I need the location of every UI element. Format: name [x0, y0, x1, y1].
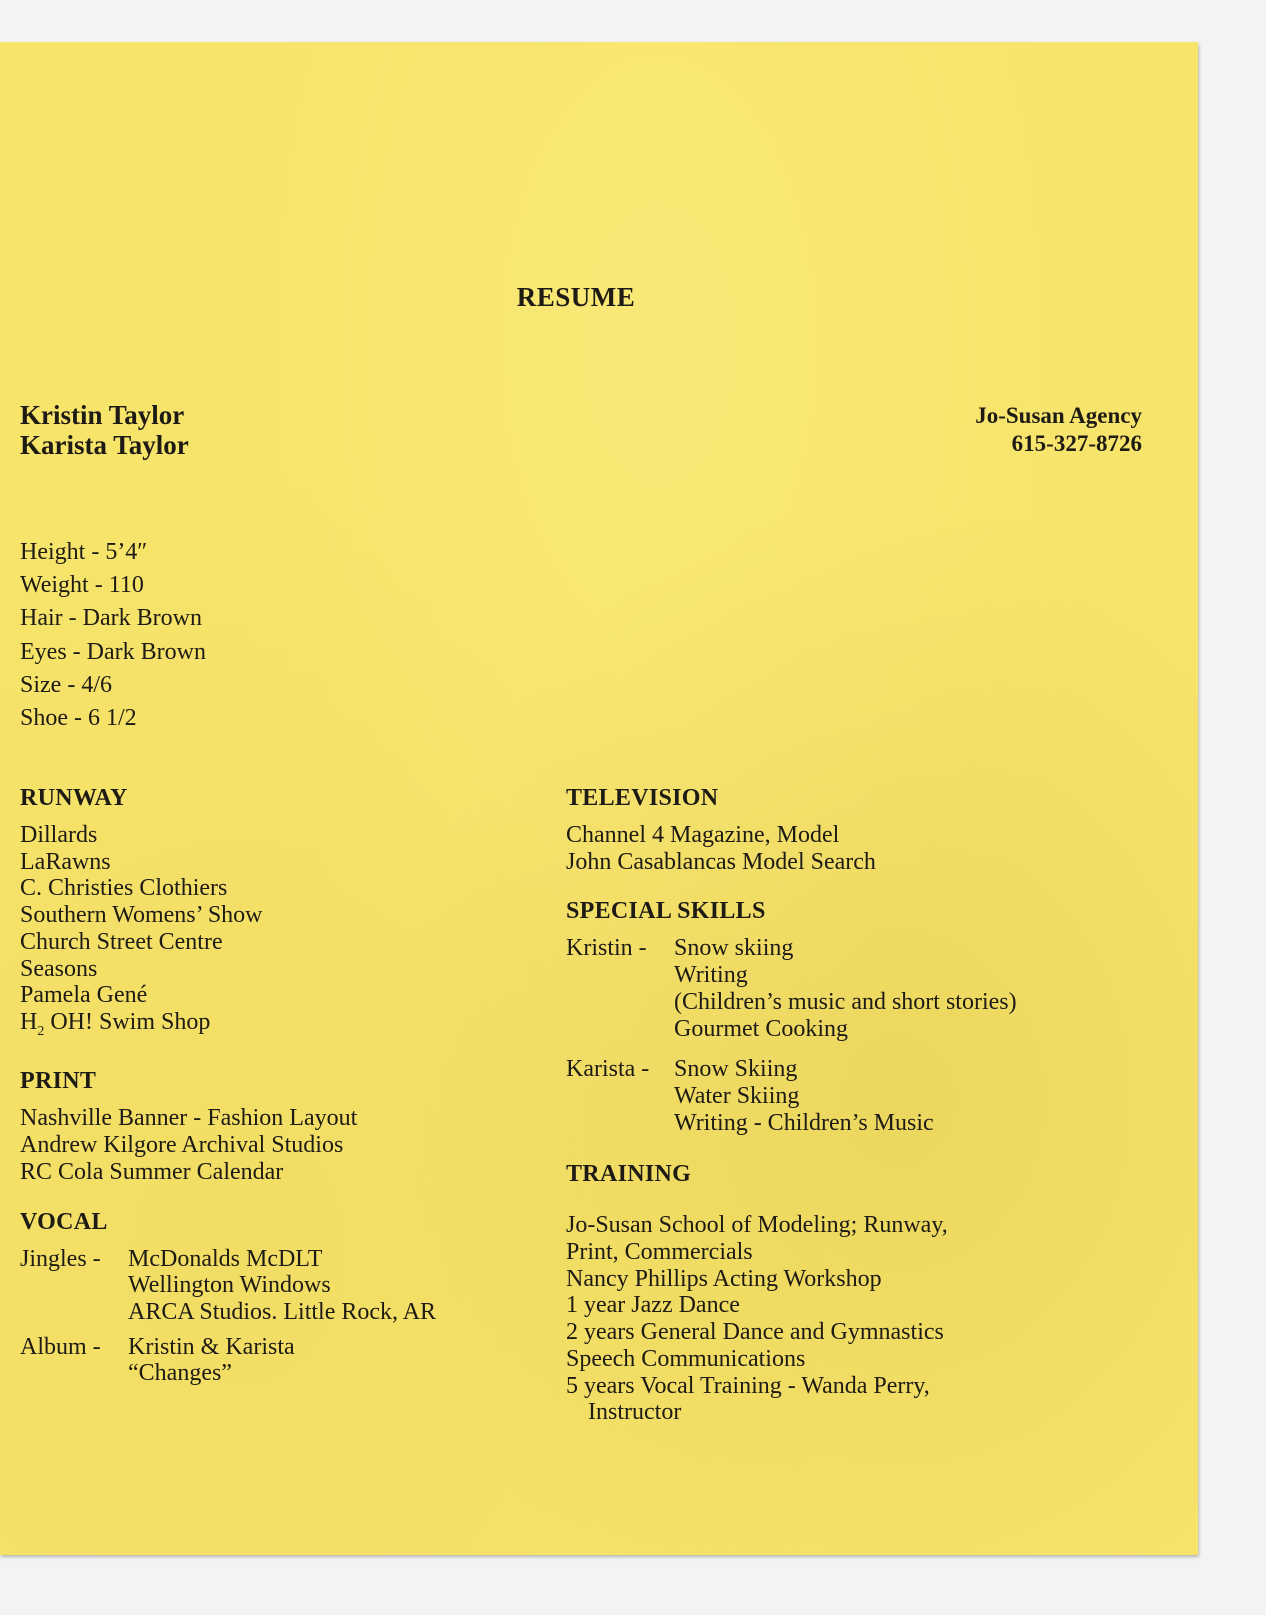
list-item: Gourmet Cooking	[674, 1015, 848, 1042]
list-item: Writing	[674, 962, 748, 989]
runway-list	[20, 822, 540, 1045]
skills-kristin-label: Kristin -	[566, 935, 647, 962]
list-item: Print, Commercials	[566, 1239, 753, 1266]
list-item: Southern Womens’ Show	[20, 902, 263, 929]
list-item: (Children’s music and short stories)	[674, 988, 1017, 1015]
left-column	[20, 784, 540, 1387]
list-item: John Casablancas Model Search	[566, 848, 876, 875]
name-block	[20, 400, 189, 460]
album-label: Album -	[20, 1333, 101, 1360]
list-item: Snow Skiing	[674, 1056, 798, 1083]
television-list	[566, 822, 1126, 875]
jingles-row	[20, 1246, 540, 1326]
list-item: Writing - Children’s Music	[674, 1109, 934, 1136]
album-list	[128, 1334, 540, 1387]
training-list	[566, 1212, 1126, 1426]
list-item: McDonalds McDLT	[128, 1245, 323, 1272]
list-item: Jo-Susan School of Modeling; Runway,	[566, 1212, 948, 1239]
list-item: C. Christies Clothiers	[20, 875, 228, 902]
stat-size: Size - 4/6	[20, 671, 112, 698]
list-item: Snow skiing	[674, 935, 794, 962]
agency-name: Jo-Susan Agency	[975, 403, 1142, 428]
list-item: Kristin & Karista	[128, 1333, 295, 1360]
h2-subscript: 2	[37, 1023, 45, 1039]
stat-weight: Weight - 110	[20, 572, 144, 599]
list-item: Dillards	[20, 822, 98, 848]
jingles-list	[128, 1246, 540, 1326]
list-item-h2oh	[20, 1009, 540, 1046]
skills-karista-label: Karista -	[566, 1056, 650, 1083]
skills-kristin-list	[674, 935, 1126, 1042]
skills-kristin-row	[566, 935, 1126, 1042]
stat-shoe: Shoe - 6 1/2	[20, 705, 137, 732]
page-title: RESUME	[516, 282, 636, 312]
stat-height: Height - 5’4″	[20, 539, 148, 565]
h2-rest: OH! Swim Shop	[44, 1008, 211, 1035]
list-item: Nashville Banner - Fashion Layout	[20, 1105, 358, 1132]
h2-prefix: H	[20, 1008, 38, 1035]
special-skills-heading: SPECIAL SKILLS	[566, 898, 766, 925]
list-item: RC Cola Summer Calendar	[20, 1158, 284, 1185]
jingles-label: Jingles -	[20, 1245, 101, 1272]
list-item: Instructor	[588, 1399, 682, 1426]
skills-karista-row	[566, 1056, 1126, 1136]
stat-hair: Hair - Dark Brown	[20, 605, 202, 632]
list-item: 1 year Jazz Dance	[566, 1292, 740, 1319]
skills-karista-list	[674, 1056, 1126, 1136]
name-karista: Karista Taylor	[20, 430, 189, 460]
list-item: Pamela Gené	[20, 982, 148, 1009]
vocal-heading: VOCAL	[20, 1208, 108, 1235]
list-item: Wellington Windows	[128, 1272, 331, 1299]
list-item: “Changes”	[128, 1360, 232, 1387]
print-list	[20, 1105, 540, 1185]
list-item: Andrew Kilgore Archival Studios	[20, 1132, 344, 1159]
list-item: Channel 4 Magazine, Model	[566, 822, 840, 848]
list-item: Water Skiing	[674, 1082, 800, 1109]
stat-eyes: Eyes - Dark Brown	[20, 638, 206, 665]
list-item: Speech Communications	[566, 1345, 806, 1372]
list-item: ARCA Studios. Little Rock, AR	[128, 1298, 437, 1325]
list-item: Seasons	[20, 955, 98, 982]
agency-phone: 615-327-8726	[1011, 431, 1142, 456]
agency-block	[975, 402, 1142, 458]
print-heading: PRINT	[20, 1068, 97, 1095]
name-kristin: Kristin Taylor	[20, 400, 185, 430]
list-item: Nancy Phillips Acting Workshop	[566, 1265, 882, 1292]
list-item: 2 years General Dance and Gymnastics	[566, 1319, 944, 1346]
list-item: LaRawns	[20, 848, 111, 875]
training-heading: TRAINING	[566, 1161, 692, 1188]
list-item: Church Street Centre	[20, 928, 223, 955]
list-item: 5 years Vocal Training - Wanda Perry,	[566, 1372, 930, 1399]
album-row	[20, 1334, 540, 1387]
stats-list	[20, 536, 206, 735]
television-heading: TELEVISION	[566, 785, 719, 811]
right-column	[566, 784, 1126, 1426]
runway-heading: RUNWAY	[20, 785, 128, 811]
